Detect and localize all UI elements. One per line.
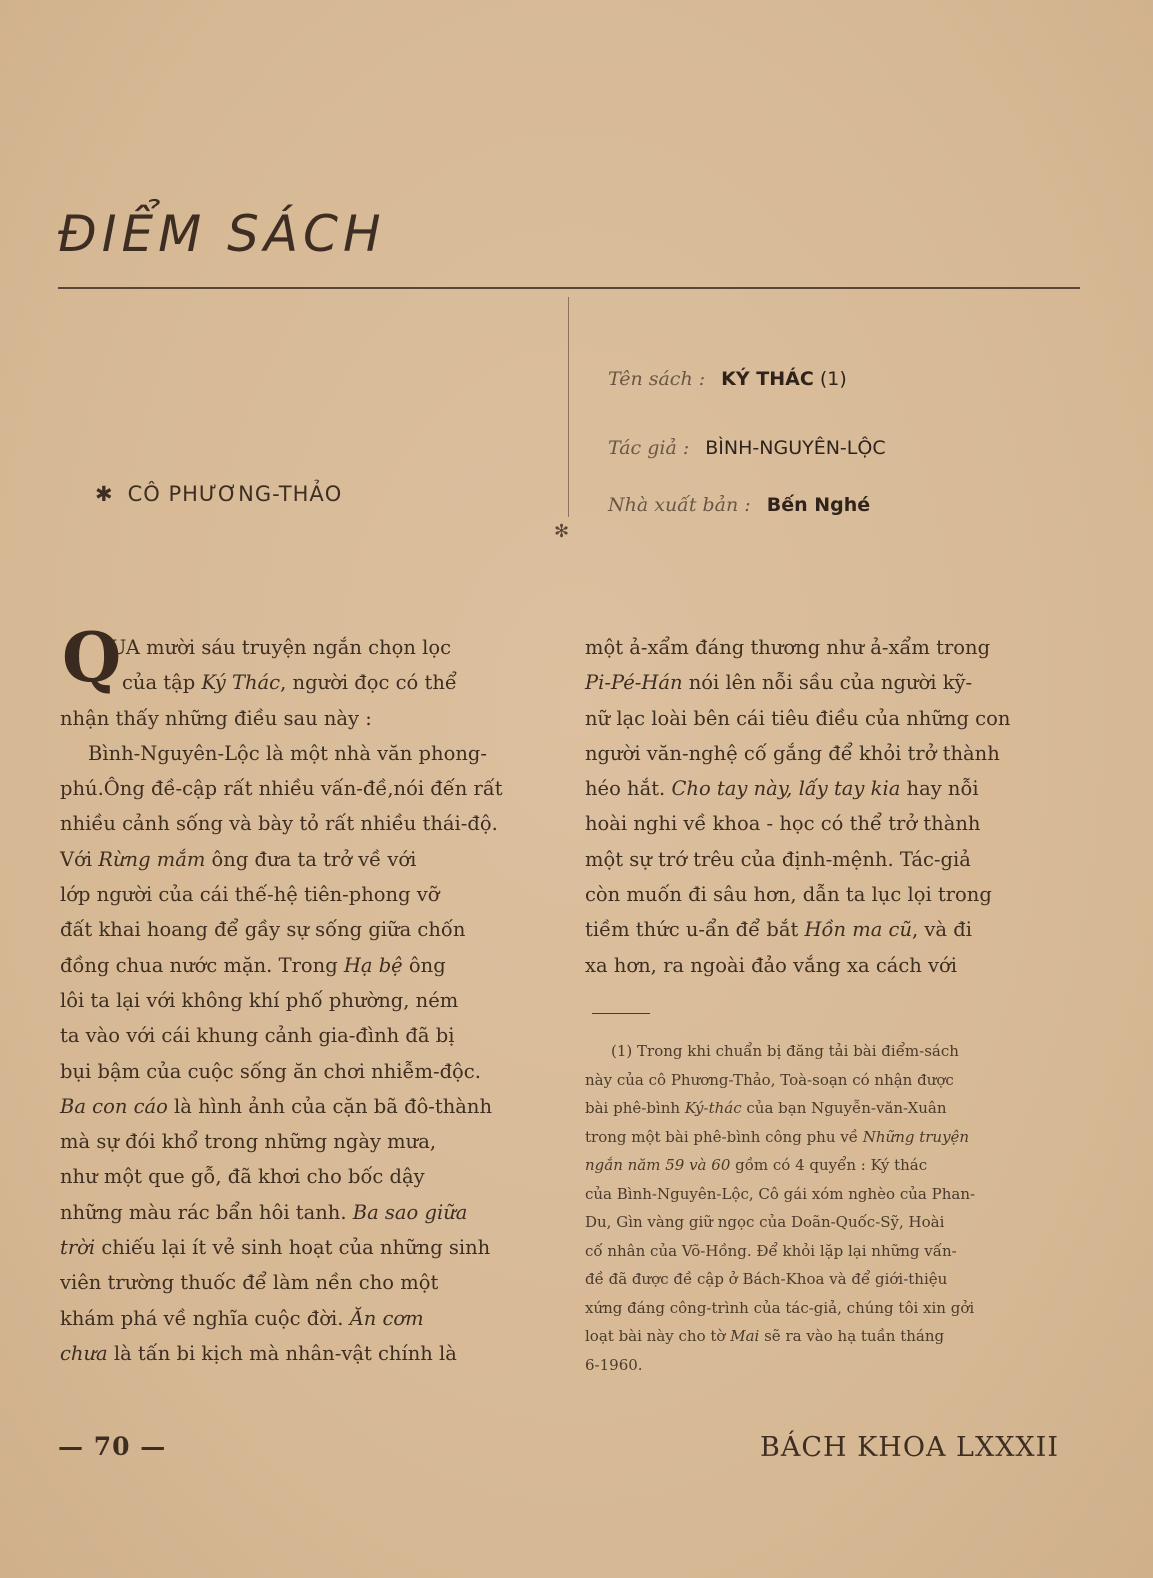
book-title-label: Tên sách : [608, 368, 706, 390]
footnote-line: bài phê-bình Ký-thác của bạn Nguyễn-văn-Xuân [585, 1099, 947, 1117]
body-line: viên trường thuốc để làm nền cho một [60, 1271, 439, 1295]
body-line: đất khai hoang để gầy sự sống giữa chốn [60, 918, 466, 942]
page-number: — 70 — [58, 1432, 167, 1461]
body-line: một sự trớ trêu của định-mệnh. Tác-giả [585, 847, 971, 871]
book-author-row [608, 437, 886, 459]
footnote-line: (1) Trong khi chuẩn bị đăng tải bài điểm-sách [611, 1042, 959, 1060]
body-line: Ba con cáo là hình ảnh của cặn bã đô-thành [60, 1094, 493, 1118]
footnote-line: này của cô Phương-Thảo, Toà-soạn có nhận được [585, 1070, 954, 1089]
body-line: lôi ta lại với không khí phố phường, ném [60, 988, 459, 1012]
footnote-line: Du, Gìn vàng giữ ngọc của Doãn-Quốc-Sỹ, Hoài [585, 1213, 945, 1231]
body-line: còn muốn đi sâu hơn, dẫn ta lục lọi trong [585, 883, 992, 907]
drop-cap: Q [62, 618, 122, 698]
footnote-line: xứng đáng công-trình của tác-giả, chúng tôi xin gởi [585, 1298, 975, 1317]
footnote-line: đề đã được đề cập ở Bách-Khoa và để giới-thiệu [585, 1270, 948, 1288]
footnote-line: của Bình-Nguyên-Lộc, Cô gái xóm nghèo của Phan- [585, 1184, 976, 1203]
body-line: tiềm thức u-ẩn để bắt Hồn ma cũ, và đi [585, 918, 972, 942]
body-line: đồng chua nước mặn. Trong Hạ bệ ông [60, 953, 446, 977]
body-line: của tập Ký Thác, người đọc có thể [122, 671, 457, 695]
page-title: ĐIỂM SÁCH [58, 205, 386, 263]
body-line: Với Rừng mắm ông đưa ta trở về với [60, 847, 417, 871]
book-author-value: BÌNH-NGUYÊN-LỘC [705, 437, 886, 459]
body-line: người văn-nghệ cố gắng để khỏi trở thành [585, 741, 1000, 765]
body-line: trời chiếu lại ít vẻ sinh hoạt của những sinh [60, 1236, 491, 1260]
body-line: xa hơn, ra ngoài đảo vắng xa cách với [585, 953, 958, 977]
footnote-line: 6-1960. [585, 1355, 643, 1374]
body-line: nhận thấy những điều sau này : [60, 706, 372, 730]
body-line: những màu rác bẩn hôi tanh. Ba sao giữa [60, 1200, 468, 1224]
body-line: Pi-Pé-Hán nói lên nỗi sầu của người kỹ- [585, 671, 973, 695]
journal-name: BÁCH KHOA LXXXII [760, 1432, 1059, 1463]
reviewer-name: CÔ PHƯƠNG-THẢO [127, 482, 343, 506]
footnote-line: cố nhân của Võ-Hồng. Để khỏi lặp lại những vấn- [585, 1241, 957, 1260]
body-line: héo hắt. Cho tay này, lấy tay kia hay nỗi [585, 777, 979, 801]
reviewer [95, 482, 342, 506]
book-title-value: KÝ THÁC [721, 368, 814, 390]
body-line: khám phá về nghĩa cuộc đời. Ăn cơm [60, 1306, 424, 1330]
book-title-row [608, 368, 847, 390]
body-line: ta vào với cái khung cảnh gia-đình đã bị [60, 1024, 455, 1048]
body-line: nữ lạc loài bên cái tiêu điều của những con [585, 706, 1011, 730]
body-line: bụi bậm của cuộc sống ăn chơi nhiễm-độc. [60, 1059, 481, 1083]
book-publisher-label: Nhà xuất bản : [608, 494, 751, 516]
book-publisher-row [608, 494, 870, 516]
body-right-column [585, 630, 1080, 983]
body-line: phú.Ông đề-cập rất nhiều vấn-đề,nói đến rất [60, 777, 503, 801]
book-author-label: Tác giả : [608, 437, 690, 459]
star-icon: ✱ [95, 482, 114, 506]
title-rule [58, 287, 1080, 289]
footnote-line: loạt bài này cho tờ Mai sẽ ra vào hạ tuần tháng [585, 1327, 945, 1345]
body-line: Bình-Nguyên-Lộc là một nhà văn phong- [88, 741, 487, 765]
body-line: như một que gỗ, đã khơi cho bốc dậy [60, 1165, 425, 1189]
footnote-line: ngắn năm 59 và 60 gồm có 4 quyển : Ký thác [585, 1156, 928, 1174]
body-line: hoài nghi về khoa - học có thể trở thành [585, 812, 981, 836]
book-publisher-value: Bến Nghé [766, 494, 871, 516]
header-divider [568, 297, 569, 517]
footnote-rule [592, 1013, 650, 1014]
body-line: một ả-xẩm đáng thương như ả-xẩm trong [585, 636, 991, 659]
book-title-note: (1) [819, 368, 847, 390]
body-line: lớp người của cái thế-hệ tiên-phong vỡ [60, 883, 440, 907]
footnote [585, 1037, 1090, 1379]
body-line: UA mười sáu truyện ngắn chọn lọc [110, 636, 452, 659]
body-left-column [60, 630, 560, 1371]
separator-icon: ✻ [554, 521, 570, 542]
body-line: nhiều cảnh sống và bày tỏ rất nhiều thái-độ. [60, 812, 498, 836]
body-line: mà sự đói khổ trong những ngày mưa, [60, 1130, 437, 1154]
footnote-line: trong một bài phê-bình công phu về Những truyện [585, 1127, 970, 1146]
body-line: chưa là tấn bi kịch mà nhân-vật chính là [60, 1341, 457, 1365]
